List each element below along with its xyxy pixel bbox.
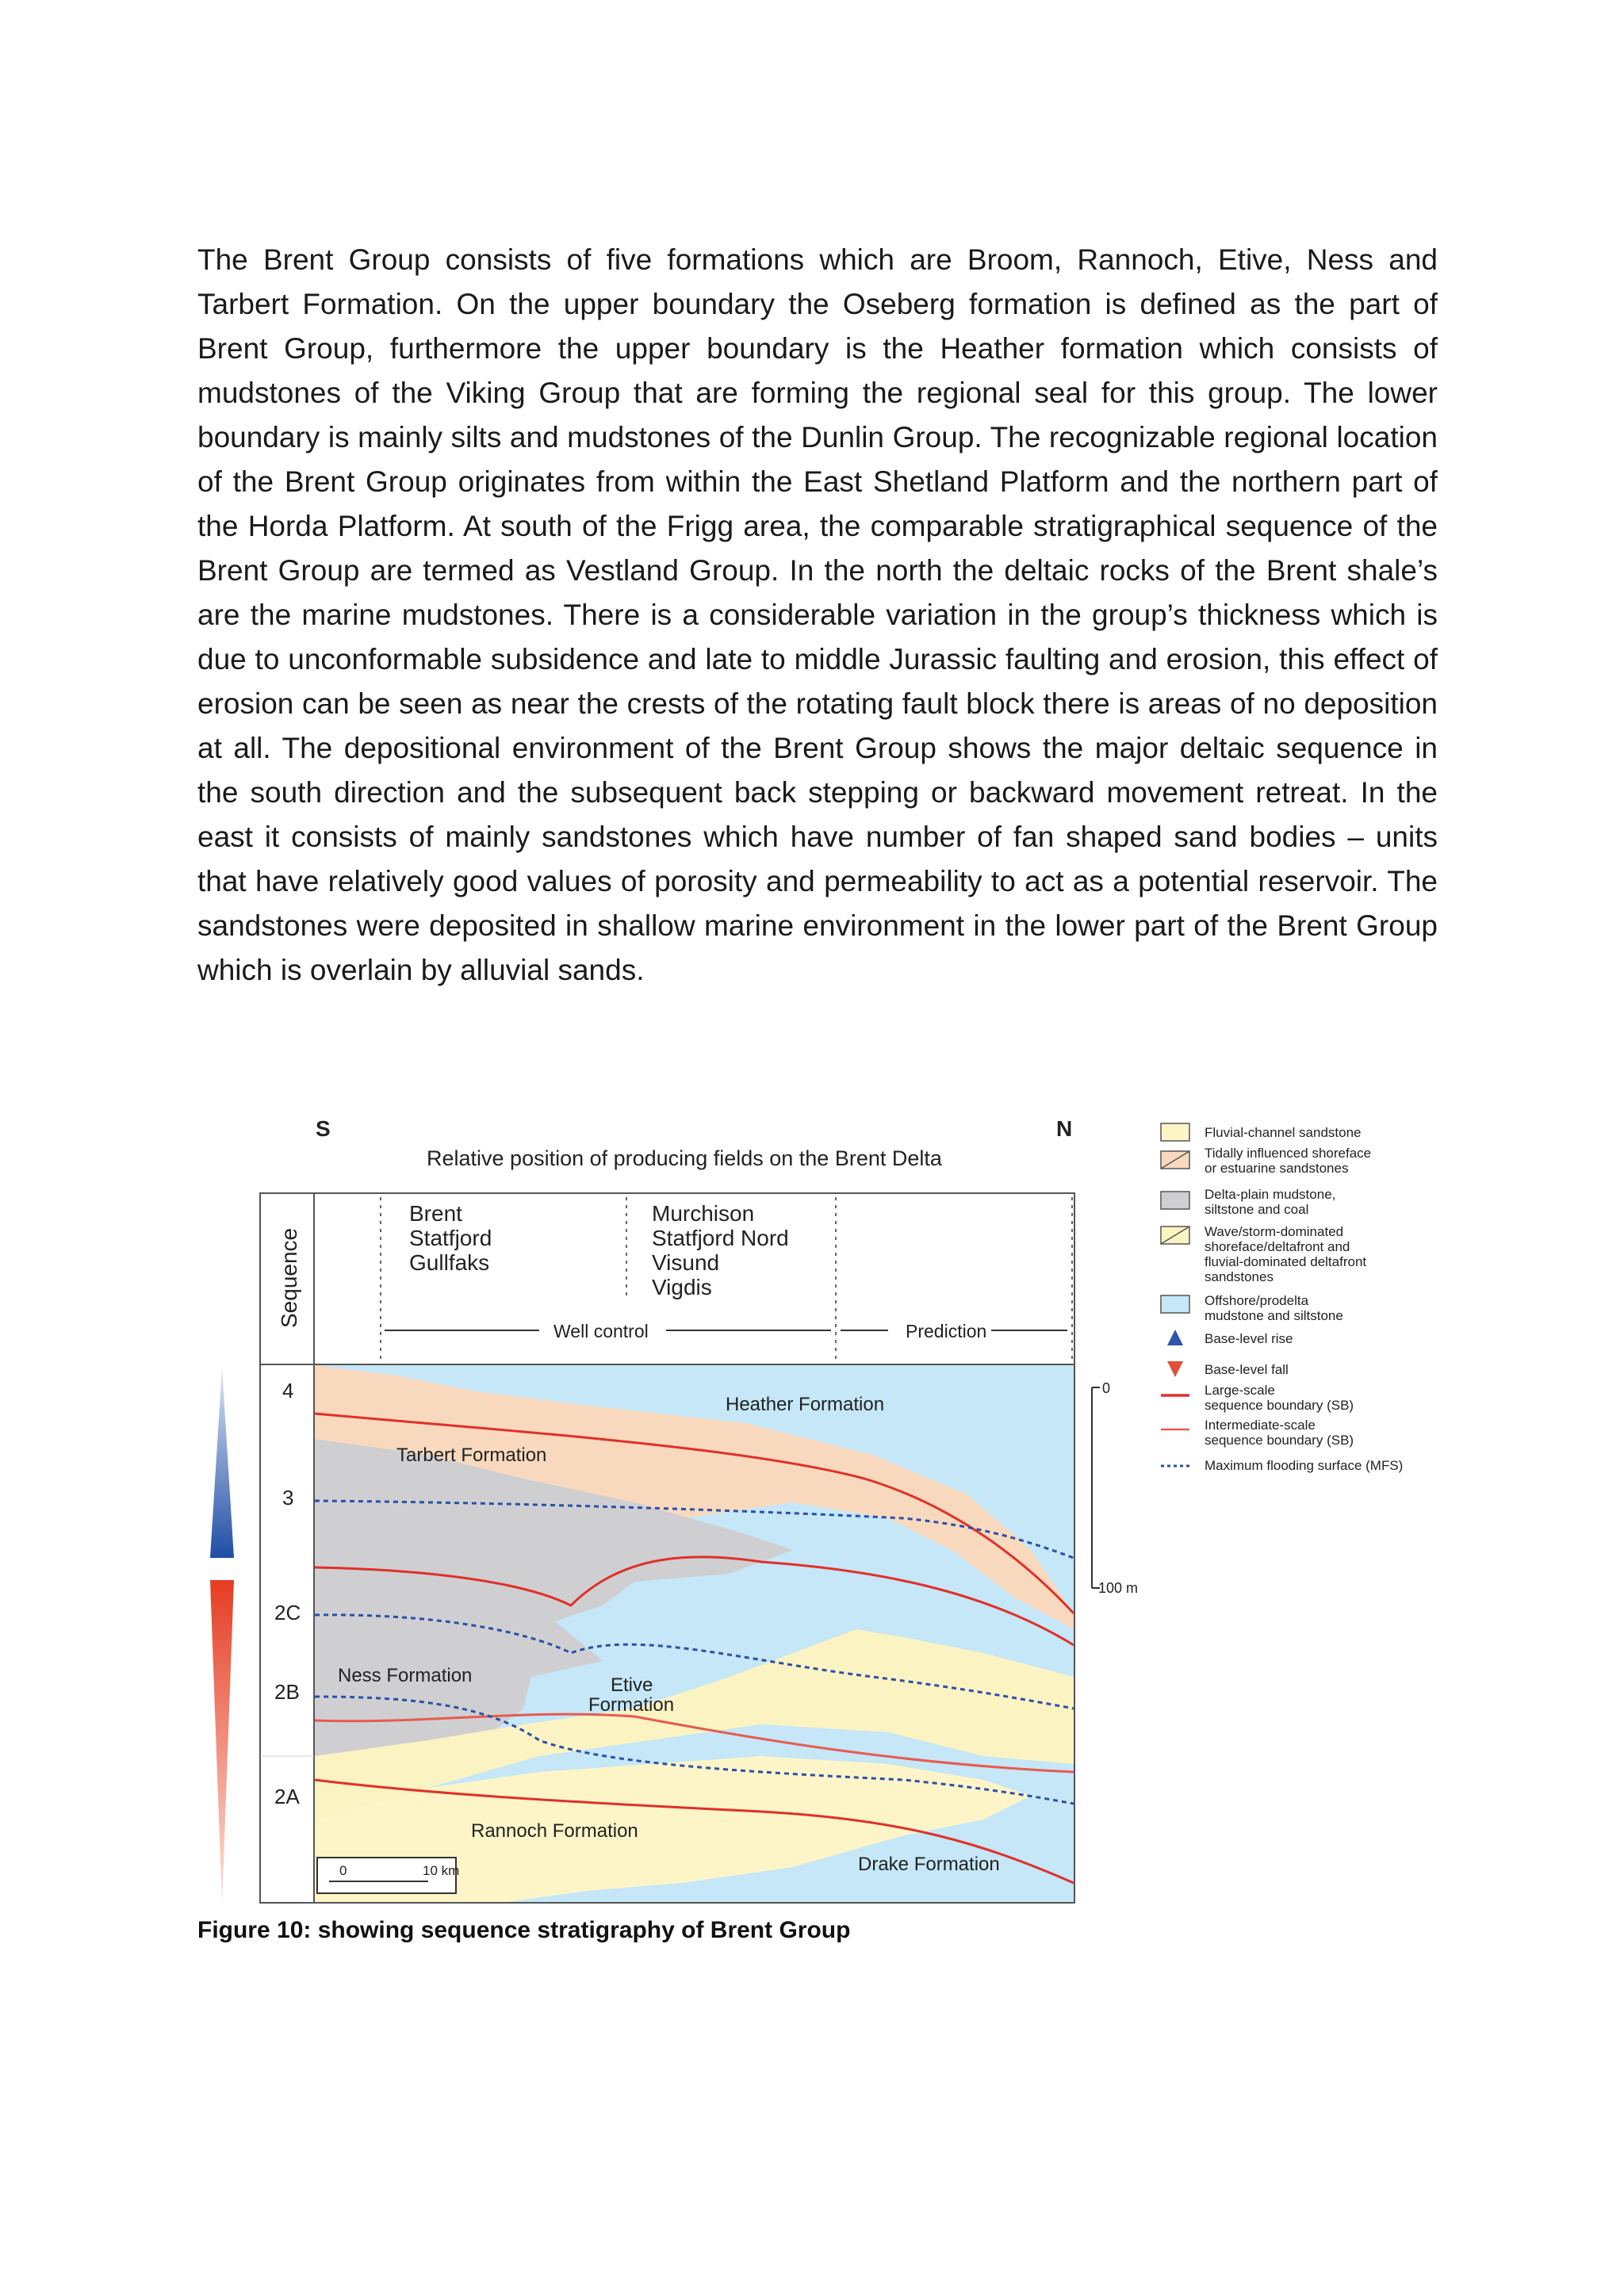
vertical-scale-bottom: 100 m (1098, 1580, 1139, 1596)
legend-base-level-rise-icon (1167, 1330, 1183, 1345)
field-murchison: Murchison (652, 1201, 755, 1226)
brent-stratigraphy-figure (190, 1106, 1459, 1962)
legend-swatch-fluvial (1161, 1123, 1189, 1141)
field-brent: Brent (409, 1201, 462, 1226)
field-vigdis: Vigdis (652, 1275, 712, 1299)
well-control-label: Well control (553, 1321, 649, 1341)
south-label: S (316, 1116, 331, 1141)
legend (1161, 1123, 1403, 1473)
svg-text:siltstone and coal: siltstone and coal (1205, 1202, 1309, 1217)
svg-text:Tidally influenced shoreface: Tidally influenced shoreface (1205, 1146, 1372, 1161)
svg-text:Offshore/prodelta: Offshore/prodelta (1205, 1293, 1309, 1308)
field-gullfaks: Gullfaks (409, 1250, 490, 1275)
scale-bar-end: 10 km (423, 1863, 460, 1878)
prediction-label: Prediction (906, 1321, 987, 1341)
etive-formation-label-1: Etive (611, 1674, 653, 1696)
svg-text:Large-scale: Large-scale (1205, 1383, 1275, 1398)
svg-text:sequence boundary (SB): sequence boundary (SB) (1205, 1433, 1354, 1448)
heather-formation-label: Heather Formation (726, 1394, 885, 1415)
sequence-4: 4 (282, 1379, 294, 1402)
svg-text:Maximum flooding surface (MFS): Maximum flooding surface (MFS) (1205, 1458, 1404, 1473)
drake-formation-label: Drake Formation (858, 1854, 1000, 1875)
legend-swatch-offshore (1161, 1295, 1189, 1313)
legend-label-fluvial: Fluvial-channel sandstone (1205, 1125, 1362, 1140)
sequence-3: 3 (282, 1486, 294, 1510)
field-visund: Visund (652, 1250, 720, 1275)
legend-base-level-fall-icon (1167, 1361, 1183, 1377)
svg-text:Base-level rise: Base-level rise (1205, 1331, 1293, 1346)
svg-text:or estuarine sandstones: or estuarine sandstones (1205, 1161, 1349, 1176)
rannoch-formation-label: Rannoch Formation (471, 1820, 638, 1842)
etive-formation-label-2: Formation (588, 1694, 675, 1716)
figure-title: Relative position of producing fields on the Brent Delta (427, 1146, 942, 1170)
svg-text:Base-level fall: Base-level fall (1205, 1362, 1289, 1377)
scale-bar-start: 0 (339, 1863, 347, 1878)
sequence-header: Sequence (277, 1227, 301, 1328)
tarbert-formation-label: Tarbert Formation (396, 1445, 547, 1466)
base-level-rise-arrow (210, 1368, 234, 1558)
figure-caption: Figure 10: showing sequence stratigraphy of Brent Group (197, 1917, 851, 1943)
svg-text:shoreface/deltafront and: shoreface/deltafront and (1205, 1239, 1350, 1254)
sequence-2b: 2B (274, 1680, 300, 1704)
svg-text:mudstone and siltstone: mudstone and siltstone (1205, 1308, 1343, 1323)
svg-text:sequence boundary (SB): sequence boundary (SB) (1205, 1398, 1354, 1413)
svg-text:fluvial-dominated deltafront: fluvial-dominated deltafront (1205, 1254, 1367, 1269)
body-paragraph: The Brent Group consists of five formations which are Broom, Rannoch, Etive, Ness and Tarbert Formation. On the upper boundary the Oseberg formation is defined as the part of Brent Group, furthermore the upper boundary is the Heather formation which consists of mudstones of the Viking Group that are forming the regional seal for this group. The lower boundary is mainly silts and mudstones of the Dunlin Group. The recognizable regional location of the Brent Group originates from within the East Shetland Platform and the northern part of the Horda Platform. At south of the Frigg area, the comparable stratigraphical sequence of the Brent Group are termed as Vestland Group. In the north the deltaic rocks of the Brent shale’s are the marine mudstones. There is a considerable variation in the group’s thickness which is due to unconformable subsidence and late to middle Jurassic faulting and erosion, this effect of erosion can be seen as near the crests of the rotating fault block there is areas of no deposition at all. The depositional environment of the Brent Group shows the major deltaic sequence in the south direction and the subsequent back stepping or backward movement retreat. In the east it consists of mainly sandstones which have number of fan shaped sand bodies – units that have relatively good values of porosity and permeability to act as a potential reservoir. The sandstones were deposited in shallow marine environment in the lower part of the Brent Group which is overlain by alluvial sands. (197, 243, 1438, 986)
field-statfjord: Statfjord (409, 1226, 492, 1250)
field-statfjord-nord: Statfjord Nord (652, 1226, 789, 1250)
sequence-2a: 2A (274, 1785, 300, 1808)
ness-formation-label: Ness Formation (338, 1665, 473, 1686)
north-label: N (1056, 1116, 1073, 1141)
sequence-2c: 2C (274, 1601, 301, 1624)
legend-swatch-delta-plain (1161, 1192, 1189, 1209)
svg-text:Intermediate-scale: Intermediate-scale (1205, 1418, 1316, 1433)
svg-text:Wave/storm-dominated: Wave/storm-dominated (1205, 1224, 1344, 1239)
svg-text:sandstones: sandstones (1205, 1269, 1274, 1284)
base-level-fall-arrow (210, 1580, 234, 1905)
svg-text:Delta-plain mudstone,: Delta-plain mudstone, (1205, 1187, 1336, 1202)
vertical-scale-top: 0 (1102, 1380, 1111, 1396)
